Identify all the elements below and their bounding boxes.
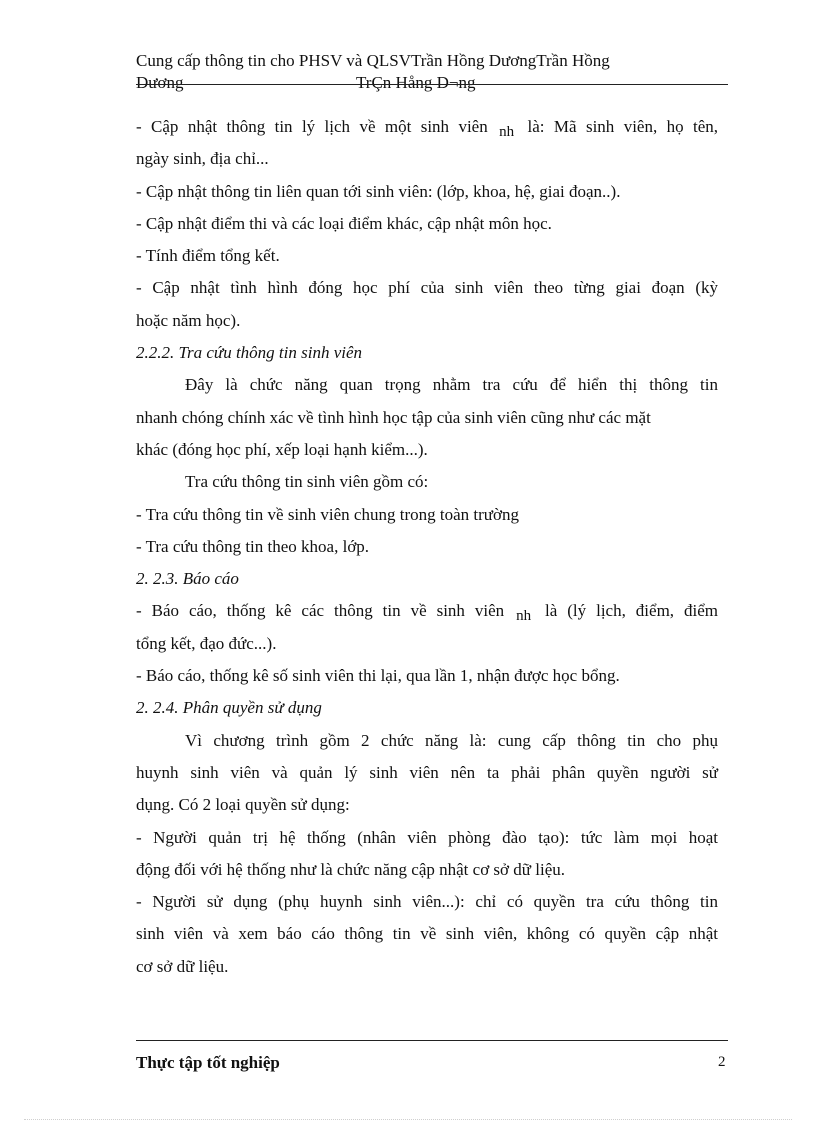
footer-divider	[136, 1040, 728, 1041]
paragraph-line	[136, 595, 718, 627]
paragraph-line: - Báo cáo, thống kê số sinh viên thi lại, qua lần 1, nhận được học bổng.	[136, 666, 620, 686]
paragraph-line: cơ sở dữ liệu.	[136, 956, 229, 976]
paragraph-line: - Cập nhật thông tin liên quan tới sinh viên: (lớp, khoa, hệ, giai đoạn..).	[136, 181, 621, 201]
paragraph-line: tổng kết, đạo đức...).	[136, 633, 277, 653]
paragraph-line: - Tra cứu thông tin về sinh viên chung trong toàn trường	[136, 504, 519, 524]
text-run: là (lý lịch, điểm, điểm	[545, 601, 718, 621]
paragraph-line: dụng. Có 2 loại quyền sử dụng:	[136, 795, 350, 815]
header-divider	[136, 84, 728, 85]
paragraph-line: ngày sinh, địa chỉ...	[136, 149, 269, 169]
paragraph-line: huynh sinh viên và quản lý sinh viên nên ta phải phân quyền người sử	[136, 762, 718, 782]
paragraph-line: - Người quản trị hệ thống (nhân viên phòng đào tạo): tức làm mọi hoạt	[136, 827, 718, 847]
page-number: 2	[718, 1054, 726, 1070]
header-author: Dương	[136, 73, 184, 92]
paragraph-line: hoặc năm học).	[136, 310, 241, 330]
document-body	[136, 111, 718, 983]
header-text-line2	[136, 72, 728, 94]
paragraph-line: - Tra cứu thông tin theo khoa, lớp.	[136, 536, 370, 556]
text-run: - Cập nhật thông tin lý lịch về một sinh viên	[136, 117, 488, 136]
text-run: - Báo cáo, thống kê các thông tin về sinh viên	[136, 601, 505, 621]
section-heading-2-2-2: 2.2.2. Tra cứu thông tin sinh viên	[136, 343, 363, 363]
section-heading-2-2-3: 2. 2.3. Báo cáo	[136, 569, 239, 589]
paragraph-line: sinh viên và xem báo cáo thông tin về sinh viên, không có quyền cập nhật	[136, 924, 718, 944]
paragraph-line: khác (đóng học phí, xếp loại hạnh kiểm...).	[136, 439, 428, 459]
header-text-line1: Cung cấp thông tin cho PHSV và QLSVTrần Hồng DươngTrần Hồng	[136, 51, 610, 70]
page-bottom-edge	[24, 1119, 792, 1120]
inline-fragment: nh	[516, 608, 532, 625]
text-run: là: Mã sinh viên, họ tên,	[527, 117, 719, 136]
paragraph-line	[136, 111, 718, 143]
paragraph-line: - Tính điểm tổng kết.	[136, 246, 280, 266]
paragraph-line: nhanh chóng chính xác về tình hình học tập của sinh viên cũng như các mặt	[136, 407, 651, 427]
paragraph-line: Đây là chức năng quan trọng nhằm tra cứu để hiển thị thông tin	[185, 375, 718, 395]
paragraph-line: Tra cứu thông tin sinh viên gồm có:	[185, 472, 429, 492]
paragraph-line: - Người sử dụng (phụ huynh sinh viên...): chỉ có quyền tra cứu thông tin	[136, 892, 718, 912]
paragraph-line: - Cập nhật tình hình đóng học phí của sinh viên theo từng giai đoạn (kỳ	[136, 278, 718, 298]
paragraph-line: - Cập nhật điểm thi và các loại điểm khác, cập nhật môn học.	[136, 213, 552, 233]
inline-fragment: nh	[499, 124, 515, 140]
header-author-garbled: TrÇn Hång D¬ng	[356, 73, 476, 92]
paragraph-line: động đối với hệ thống như là chức năng cập nhật cơ sở dữ liệu.	[136, 859, 565, 879]
footer-title: Thực tập tốt nghiệp	[136, 1053, 280, 1072]
section-heading-2-2-4: 2. 2.4. Phân quyền sử dụng	[136, 698, 322, 718]
paragraph-line: Vì chương trình gồm 2 chức năng là: cung cấp thông tin cho phụ	[185, 730, 718, 750]
page-header	[136, 50, 728, 94]
